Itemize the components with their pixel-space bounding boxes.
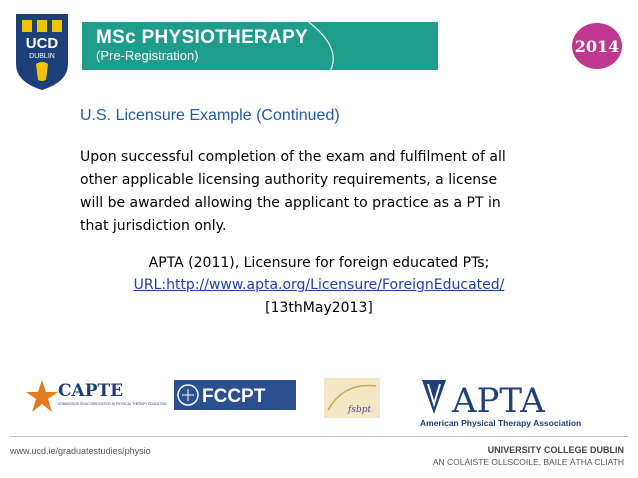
fccpt-text: FCCPT: [202, 386, 266, 407]
program-title: MSc PHYSIOTHERAPY: [96, 27, 309, 48]
footer-university-name: UNIVERSITY COLLEGE DUBLIN: [487, 445, 624, 455]
year-badge: [571, 22, 623, 70]
capte-logo: [28, 376, 167, 416]
fsbpt-logo: [324, 378, 380, 418]
slide-title: U.S. Licensure Example (Continued): [80, 107, 340, 124]
program-subtitle: (Pre-Registration): [96, 48, 199, 63]
apta-text: APTA: [452, 381, 545, 421]
citation-link[interactable]: URL:http://www.apta.org/Licensure/ForeignEducated/: [133, 277, 505, 293]
citation-date: [13thMay2013]: [265, 300, 373, 316]
year-text: 2014: [574, 37, 620, 56]
citation-text: APTA (2011), Licensure for foreign educated PTs;: [148, 255, 490, 271]
crest-dublin-text: DUBLIN: [29, 53, 55, 60]
apta-subtext: American Physical Therapy Association: [420, 418, 582, 428]
fsbpt-text: fsbpt: [348, 405, 372, 415]
capte-text: CAPTE: [58, 381, 124, 401]
footer-url: www.ucd.ie/graduatestudies/physio: [10, 446, 151, 456]
ucd-crest-logo: [14, 12, 70, 92]
footer-divider: [10, 436, 628, 437]
body-paragraph: Upon successful completion of the exam and fulfilment of all other applicable licensing authority requirements, a license will be awarded allowing the applicant to practice as a PT in that jurisdiction only.: [80, 149, 506, 234]
crest-ucd-text: UCD: [25, 35, 59, 52]
capte-subtext: COMMISSION ON ACCREDITATION IN PHYSICAL THERAPY EDUCATION: [58, 402, 167, 406]
footer-irish-name: AN COLÁISTE OLLSCOILE, BAILE ÁTHA CLIATH: [432, 457, 624, 467]
apta-logo: [418, 374, 604, 430]
fccpt-logo: [174, 380, 296, 410]
